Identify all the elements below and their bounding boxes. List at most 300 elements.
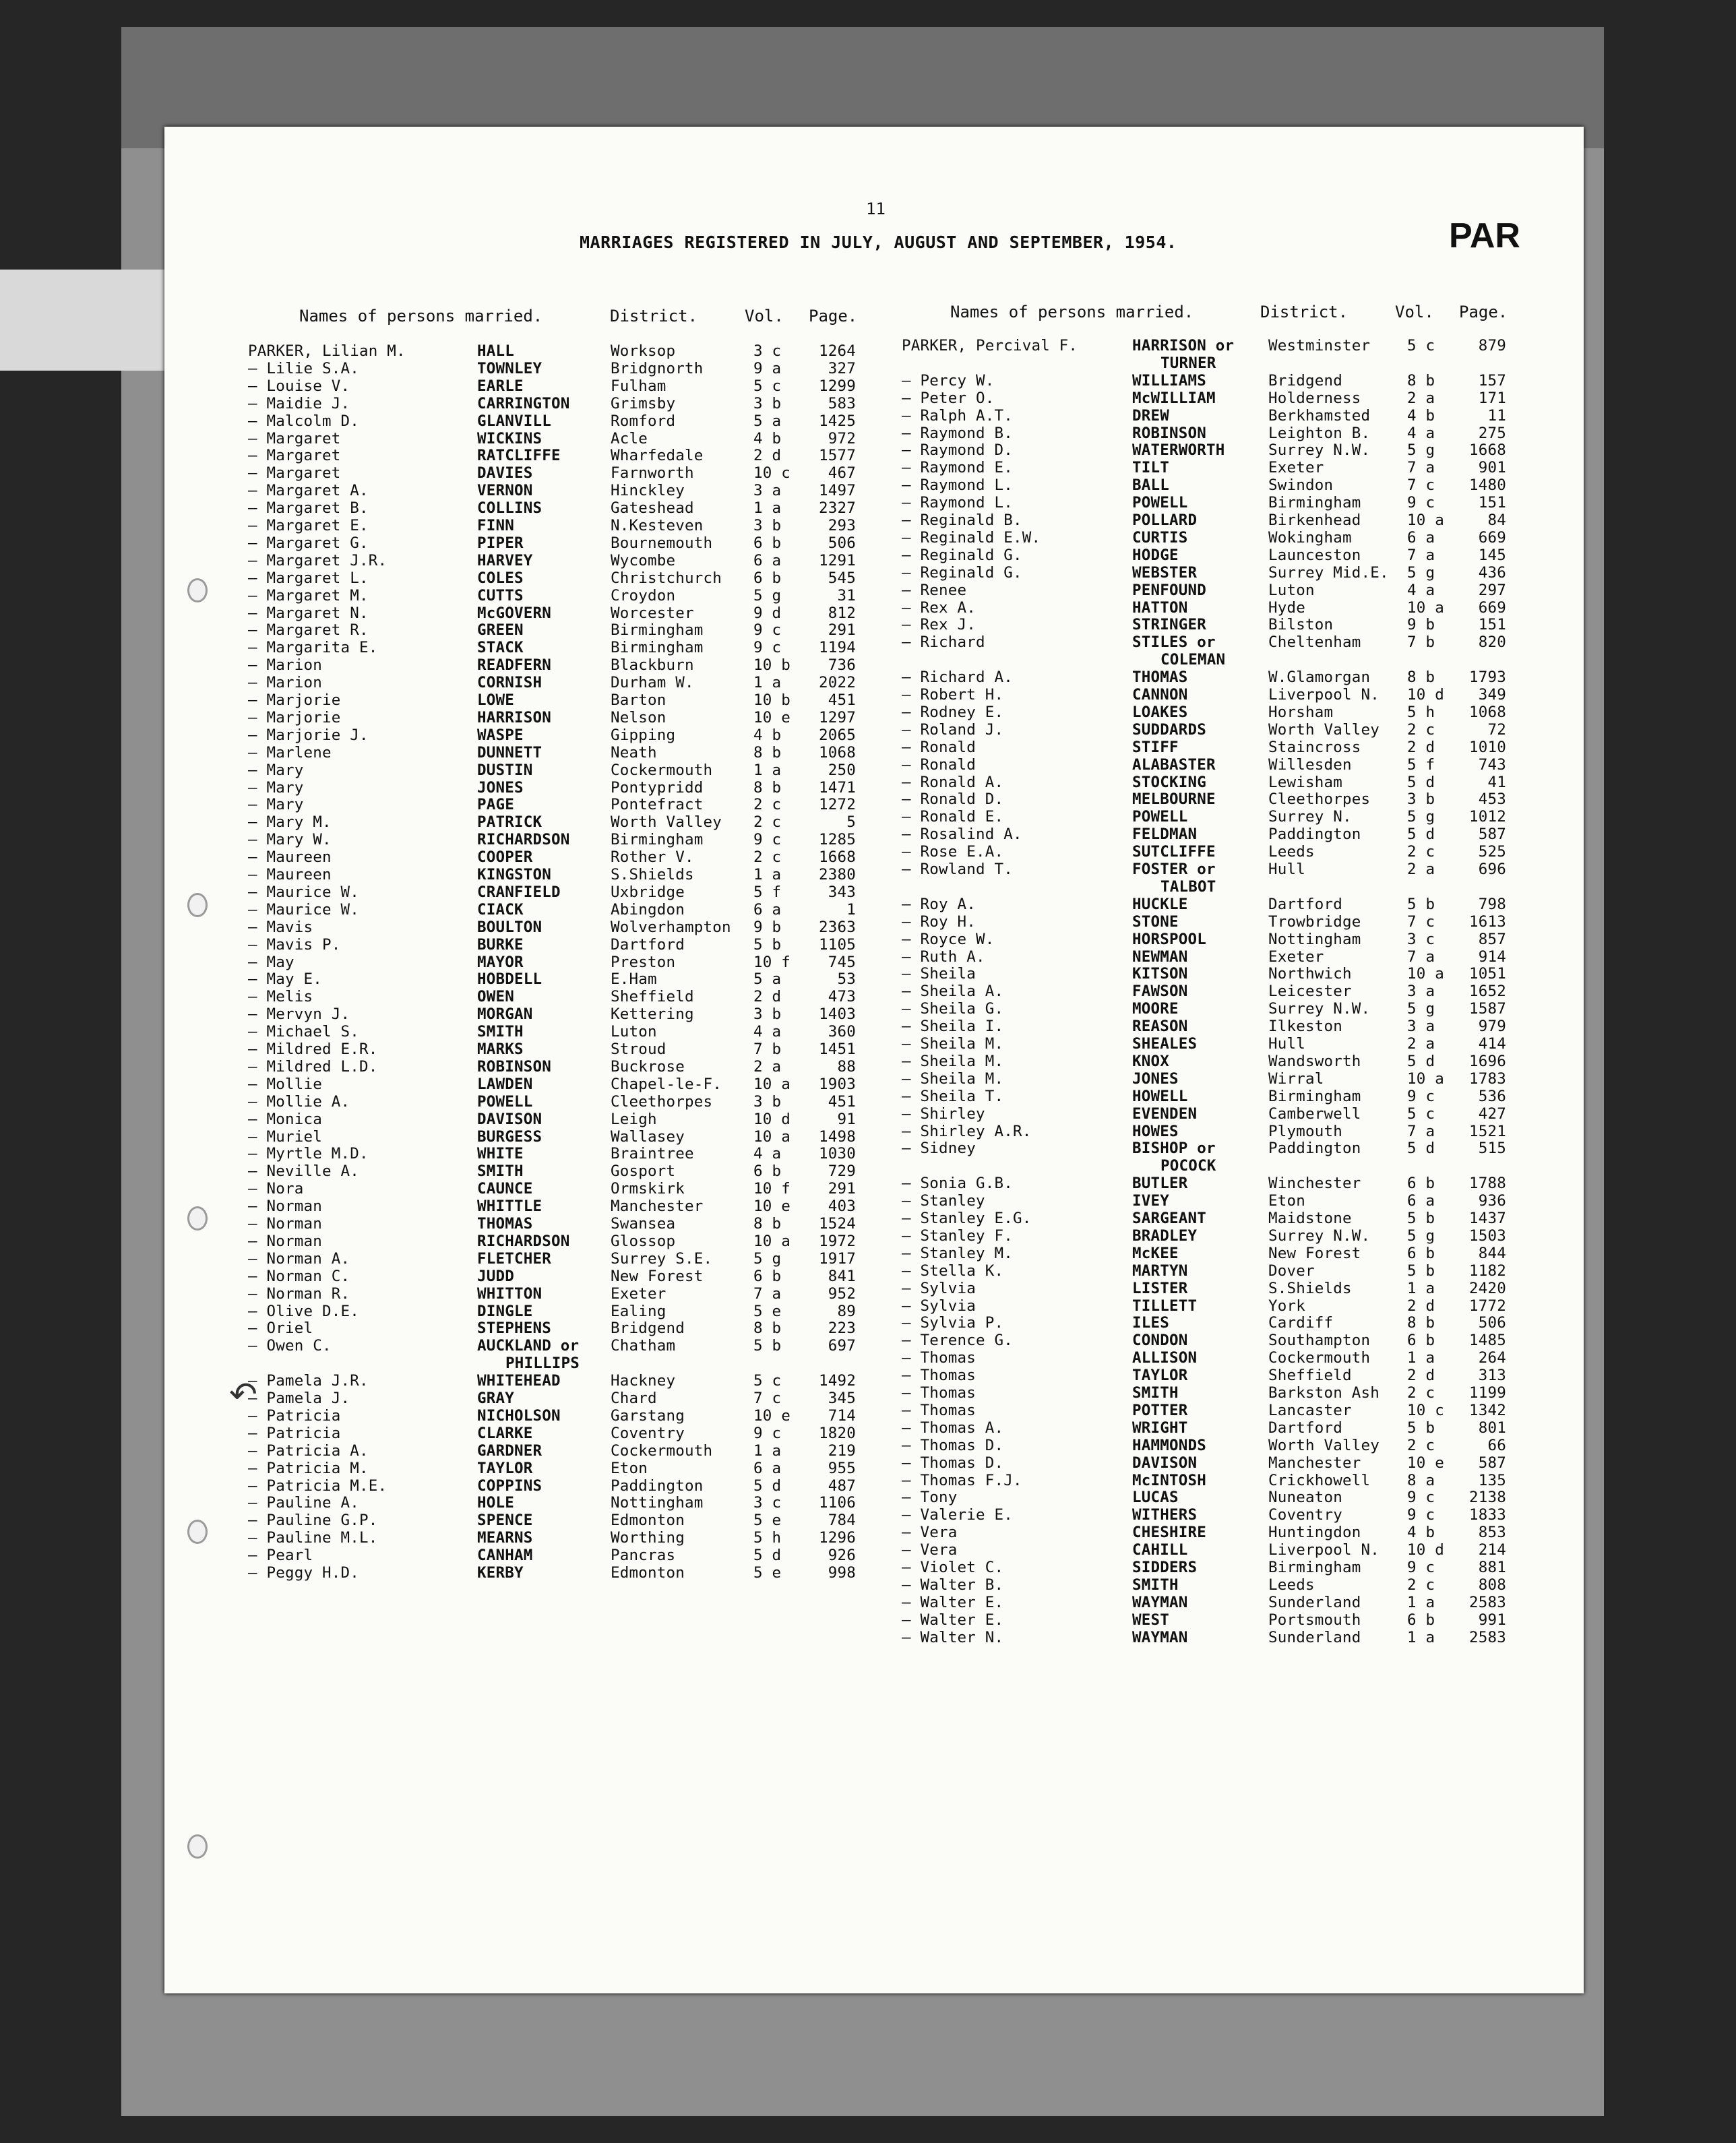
entry-name: — Sheila I. <box>902 1018 1004 1036</box>
entry-spouse: WEST <box>1132 1611 1169 1629</box>
entry-spouse: KINGSTON <box>477 866 551 883</box>
entry-spouse: LUCAS <box>1132 1489 1179 1507</box>
entry-name: — Raymond L. <box>902 494 1013 512</box>
entry-vol: 5 d <box>753 1477 782 1495</box>
entry-spouse: EVENDEN <box>1132 1105 1198 1123</box>
entry-page: 2583 <box>1469 1593 1506 1611</box>
entry-page: 972 <box>828 429 856 447</box>
entry-spouse: WATERWORTH <box>1132 441 1225 460</box>
entry-page: 1668 <box>819 848 856 867</box>
entry-district: Ealing <box>611 1302 666 1320</box>
entry-vol: 10 a <box>753 1075 790 1093</box>
entry-district: N.Kesteven <box>611 517 704 534</box>
entry-name: — Maurice W. <box>248 900 359 919</box>
entry-vol: 2 c <box>1407 1436 1435 1454</box>
entry-name: — Patricia <box>248 1406 341 1425</box>
entry-spouse: MORGAN <box>477 1005 533 1024</box>
entry-spouse: CONDON <box>1132 1332 1188 1350</box>
entry-vol: 5 g <box>1407 808 1435 826</box>
entry-spouse: CARRINGTON <box>477 394 570 412</box>
entry-district: Neath <box>611 743 657 762</box>
entry-name: — Thomas <box>902 1401 976 1419</box>
entry-page: 72 <box>1487 720 1506 739</box>
entry-name: — Ralph A.T. <box>902 406 1013 425</box>
entry-name: — Margaret <box>248 464 341 483</box>
entry-name: — Roy A. <box>902 895 976 913</box>
entry-page: 473 <box>828 988 856 1006</box>
entry-district: Crickhowell <box>1268 1471 1371 1489</box>
entry-name: — Raymond D. <box>902 441 1013 460</box>
entry-district: Sheffield <box>611 988 694 1006</box>
entry-district: Blackburn <box>611 656 694 675</box>
entry-name: — Marjorie <box>248 691 341 709</box>
entry-district: Wolverhampton <box>611 918 731 936</box>
entry-vol: 5 b <box>1407 1419 1435 1437</box>
entry-district: Edmonton <box>611 1564 685 1582</box>
entry-page: 1613 <box>1469 912 1506 931</box>
entry-page: 1051 <box>1469 965 1506 983</box>
entry-vol: 6 a <box>753 1459 782 1477</box>
entry-spouse: HALL <box>477 342 514 360</box>
entry-spouse: DUSTIN <box>477 761 533 779</box>
entry-page: 88 <box>837 1057 856 1076</box>
entry-spouse: FLETCHER <box>477 1249 551 1268</box>
entry-name: — Margarita E. <box>248 639 378 657</box>
entry-page: 291 <box>828 1180 856 1198</box>
entry-page: 349 <box>1478 686 1506 704</box>
entry-spouse: SPENCE <box>477 1512 533 1530</box>
entry-district: Surrey N.W. <box>1268 441 1371 460</box>
entry-name: — Mary M. <box>248 813 332 832</box>
entry-name: — Terence G. <box>902 1332 1013 1350</box>
entry-name: — Margaret <box>248 447 341 465</box>
entry-vol: 10 a <box>1407 511 1444 529</box>
entry-page: 1521 <box>1469 1122 1506 1140</box>
entry-page: 881 <box>1478 1559 1506 1576</box>
entry-name: — Walter N. <box>902 1628 1004 1646</box>
entry-spouse: WAYMAN <box>1132 1593 1188 1611</box>
entry-vol: 4 b <box>1407 406 1435 425</box>
entry-spouse: HATTON <box>1132 598 1188 617</box>
entry-name: — Maidie J. <box>248 394 350 412</box>
entry-spouse: GARDNER <box>477 1441 542 1460</box>
entry-district: Cockermouth <box>611 1441 713 1460</box>
entry-district: Nottingham <box>611 1494 704 1512</box>
entry-spouse: FAWSON <box>1132 983 1188 1001</box>
entry-district: Nottingham <box>1268 930 1361 948</box>
entry-page: 427 <box>1478 1105 1506 1123</box>
entry-page: 583 <box>828 394 856 412</box>
entry-spouse: POWELL <box>1132 808 1188 826</box>
entry-spouse: HOWES <box>1132 1122 1179 1140</box>
entry-spouse: SIDDERS <box>1132 1559 1198 1576</box>
entry-spouse: FINN <box>477 517 514 534</box>
entry-page: 1105 <box>819 935 856 954</box>
right-header-district: District. <box>1260 303 1348 321</box>
entry-page: 2380 <box>819 866 856 883</box>
entry-spouse: CURTIS <box>1132 528 1188 547</box>
entry-page: 1199 <box>1469 1384 1506 1402</box>
entry-spouse: POTTER <box>1132 1401 1188 1419</box>
entry-page: 1833 <box>1469 1506 1506 1524</box>
entry-page: 84 <box>1487 511 1506 529</box>
entry-name: — Norman <box>248 1198 322 1216</box>
entry-spouse-alternate: TURNER <box>1160 354 1216 372</box>
entry-vol: 7 a <box>1407 948 1435 966</box>
entry-district: Birmingham <box>611 621 704 640</box>
entry-vol: 7 a <box>1407 546 1435 564</box>
entry-vol: 7 b <box>753 1041 782 1058</box>
entry-district: Paddington <box>1268 1140 1361 1158</box>
entry-name: — Royce W. <box>902 930 995 948</box>
entry-page: 1272 <box>819 796 856 814</box>
entry-name: — Reginald G. <box>902 563 1022 582</box>
entry-page: 250 <box>828 761 856 779</box>
entry-vol: 5 e <box>753 1564 782 1582</box>
entry-vol: 9 b <box>1407 616 1435 634</box>
entry-page: 360 <box>828 1023 856 1041</box>
entry-vol: 4 a <box>1407 424 1435 442</box>
entry-spouse: MARKS <box>477 1041 524 1058</box>
entry-vol: 2 d <box>1407 1297 1435 1315</box>
entry-name: — Richard A. <box>902 669 1013 687</box>
entry-district: Surrey N.W. <box>1268 1226 1371 1245</box>
entry-spouse: BOULTON <box>477 918 542 936</box>
entry-vol: 9 c <box>1407 1506 1435 1524</box>
entry-page: 2420 <box>1469 1279 1506 1297</box>
entry-page: 291 <box>828 621 856 640</box>
entry-name: — Patricia A. <box>248 1441 369 1460</box>
entry-district: Wirral <box>1268 1069 1324 1088</box>
entry-name: — Marion <box>248 656 322 675</box>
entry-district: Launceston <box>1268 546 1361 564</box>
entry-district: Swindon <box>1268 476 1334 495</box>
entry-vol: 4 a <box>1407 581 1435 599</box>
entry-vol: 1 a <box>753 674 782 692</box>
entry-district: Dartford <box>1268 895 1342 913</box>
entry-page: 151 <box>1478 616 1506 634</box>
entry-spouse: LISTER <box>1132 1279 1188 1297</box>
entry-vol: 6 a <box>753 900 782 919</box>
entry-vol: 1 a <box>753 761 782 779</box>
page-heading: MARRIAGES REGISTERED IN JULY, AUGUST AND SEPTEMBER, 1954. <box>580 232 1177 252</box>
entry-district: Birkenhead <box>1268 511 1361 529</box>
entry-name: — Walter E. <box>902 1593 1004 1611</box>
entry-page: 451 <box>828 1092 856 1111</box>
entry-name: — Sheila G. <box>902 1000 1004 1018</box>
entry-name: — Shirley <box>902 1105 985 1123</box>
entry-page: 171 <box>1478 389 1506 407</box>
left-header-district: District. <box>610 307 698 325</box>
entry-spouse: SUDDARDS <box>1132 720 1206 739</box>
entry-district: Durham W. <box>611 674 694 692</box>
entry-page: 91 <box>837 1110 856 1128</box>
entry-spouse: STEPHENS <box>477 1319 551 1338</box>
entry-name: — Marjorie <box>248 708 341 726</box>
entry-spouse: WHITTON <box>477 1284 542 1303</box>
entry-vol: 3 b <box>753 1092 782 1111</box>
entry-district: Exeter <box>1268 459 1324 477</box>
entry-spouse: COLES <box>477 569 524 587</box>
entry-vol: 2 a <box>1407 389 1435 407</box>
entry-name: — Malcolm D. <box>248 412 359 430</box>
entry-name: — Melis <box>248 988 313 1006</box>
entry-district: Fulham <box>611 377 666 395</box>
entry-district: Edmonton <box>611 1512 685 1530</box>
entry-spouse-alternate: POCOCK <box>1160 1157 1216 1175</box>
entry-spouse: JUDD <box>477 1267 514 1285</box>
entry-spouse: IVEY <box>1132 1192 1169 1210</box>
entry-spouse: REASON <box>1132 1018 1188 1036</box>
entry-district: Southampton <box>1268 1332 1371 1350</box>
entry-district: Hull <box>1268 1035 1305 1053</box>
entry-vol: 9 c <box>1407 1559 1435 1576</box>
entry-district: Dartford <box>611 935 685 954</box>
entry-district: Ormskirk <box>611 1180 685 1198</box>
entry-name: — Margaret N. <box>248 604 369 622</box>
entry-name: — Valerie E. <box>902 1506 1013 1524</box>
entry-district: Wokingham <box>1268 528 1352 547</box>
entry-spouse: STOCKING <box>1132 773 1206 791</box>
entry-spouse: NICHOLSON <box>477 1406 561 1425</box>
entry-vol: 7 b <box>1407 633 1435 652</box>
punch-hole <box>187 893 208 917</box>
entry-spouse: COOPER <box>477 848 533 867</box>
handwritten-arrow-mark: ↶ <box>229 1375 257 1414</box>
entry-name: — Shirley A.R. <box>902 1122 1032 1140</box>
entry-vol: 4 b <box>753 726 782 744</box>
entry-vol: 5 b <box>753 1337 782 1355</box>
entry-page: 714 <box>828 1406 856 1425</box>
entry-spouse: GLANVILL <box>477 412 551 430</box>
entry-spouse: CAUNCE <box>477 1180 533 1198</box>
entry-vol: 9 c <box>753 639 782 657</box>
entry-vol: 2 a <box>1407 861 1435 878</box>
entry-spouse: WHITE <box>477 1145 524 1163</box>
entry-name: — Owen C. <box>248 1337 332 1355</box>
entry-district: Bridgnorth <box>611 359 704 377</box>
entry-page: 451 <box>828 691 856 709</box>
entry-spouse: STONE <box>1132 912 1179 931</box>
entry-page: 801 <box>1478 1419 1506 1437</box>
entry-spouse: READFERN <box>477 656 551 675</box>
entry-page: 1299 <box>819 377 856 395</box>
entry-spouse: PAGE <box>477 796 514 814</box>
entry-vol: 8 b <box>753 778 782 797</box>
entry-vol: 10 a <box>1407 1069 1444 1088</box>
entry-vol: 10 b <box>753 656 790 675</box>
entry-page: 1668 <box>1469 441 1506 460</box>
entry-name: — Walter E. <box>902 1611 1004 1629</box>
entry-page: 914 <box>1478 948 1506 966</box>
entry-vol: 6 b <box>753 569 782 587</box>
entry-district: Surrey N. <box>1268 808 1352 826</box>
entry-vol: 10 e <box>1407 1454 1444 1472</box>
entry-name: — Margaret B. <box>248 499 369 518</box>
entry-vol: 6 b <box>753 1267 782 1285</box>
entry-name: — Thomas D. <box>902 1454 1004 1472</box>
entry-spouse: ILES <box>1132 1314 1169 1332</box>
entry-name: — Rosalind A. <box>902 826 1022 844</box>
entry-name: — Maureen <box>248 866 332 883</box>
entry-page: 729 <box>828 1162 856 1181</box>
entry-district: Manchester <box>611 1198 704 1216</box>
entry-name: — Vera <box>902 1524 958 1542</box>
entry-name: — Reginald G. <box>902 546 1022 564</box>
entry-page: 313 <box>1478 1367 1506 1385</box>
entry-page: 1106 <box>819 1494 856 1512</box>
entry-district: Wycombe <box>611 551 676 569</box>
entry-page: 936 <box>1478 1192 1506 1210</box>
entry-page: 926 <box>828 1547 856 1565</box>
left-paper-tab <box>0 270 168 371</box>
entry-name: — Margaret A. <box>248 482 369 500</box>
entry-name: — Mavis <box>248 918 313 936</box>
entry-page: 1010 <box>1469 738 1506 756</box>
entry-name: — Renee <box>902 581 967 599</box>
entry-page: 515 <box>1478 1140 1506 1158</box>
entry-vol: 3 b <box>753 1005 782 1024</box>
entry-district: Surrey N.W. <box>1268 1000 1371 1018</box>
entry-spouse: COPPINS <box>477 1477 542 1495</box>
entry-name: — Roland J. <box>902 720 1004 739</box>
entry-name: — Mary W. <box>248 831 332 849</box>
entry-page: 345 <box>828 1390 856 1407</box>
entry-page: 151 <box>1478 494 1506 512</box>
entry-spouse: SMITH <box>477 1023 524 1041</box>
entry-district: Gateshead <box>611 499 694 518</box>
entry-spouse: WRIGHT <box>1132 1419 1188 1437</box>
entry-spouse: PENFOUND <box>1132 581 1206 599</box>
right-header-names: Names of persons married. <box>950 303 1194 321</box>
entry-name: — Robert H. <box>902 686 1004 704</box>
entry-district: Nuneaton <box>1268 1489 1342 1507</box>
entry-vol: 5 c <box>753 377 782 395</box>
entry-spouse: ALLISON <box>1132 1349 1198 1367</box>
entry-vol: 2 c <box>753 848 782 867</box>
entry-vol: 3 c <box>753 1494 782 1512</box>
entry-page: 1068 <box>819 743 856 762</box>
entry-district: New Forest <box>611 1267 704 1285</box>
entry-name: — Stanley F. <box>902 1226 1013 1245</box>
entry-page: 1296 <box>819 1529 856 1547</box>
punch-hole <box>187 1206 208 1231</box>
entry-vol: 7 c <box>1407 912 1435 931</box>
entry-district: Cheltenham <box>1268 633 1361 652</box>
entry-district: Huntingdon <box>1268 1524 1361 1542</box>
entry-district: Worksop <box>611 342 676 360</box>
entry-vol: 7 a <box>1407 1122 1435 1140</box>
entry-page: 1403 <box>819 1005 856 1024</box>
entry-name: — Ronald <box>902 755 976 774</box>
entry-district: Stroud <box>611 1041 666 1058</box>
entry-spouse: ALABASTER <box>1132 755 1216 774</box>
entry-name: — Tony <box>902 1489 958 1507</box>
entry-district: Sunderland <box>1268 1593 1361 1611</box>
entry-name: — Pamela J.R. <box>248 1372 369 1390</box>
entry-page: 41 <box>1487 773 1506 791</box>
entry-page: 545 <box>828 569 856 587</box>
entry-name: — Monica <box>248 1110 322 1128</box>
entry-page: 436 <box>1478 563 1506 582</box>
entry-spouse: WHITEHEAD <box>477 1372 561 1390</box>
entry-district: York <box>1268 1297 1305 1315</box>
entry-spouse: BISHOP or <box>1132 1140 1216 1158</box>
entry-spouse: MELBOURNE <box>1132 790 1216 809</box>
entry-page: 1 <box>846 900 856 919</box>
entry-spouse: DAVISON <box>1132 1454 1198 1472</box>
entry-district: New Forest <box>1268 1244 1361 1262</box>
entry-name: — Muriel <box>248 1127 322 1146</box>
entry-page: 506 <box>1478 1314 1506 1332</box>
entry-district: Leighton B. <box>1268 424 1371 442</box>
entry-name: — Pauline M.L. <box>248 1529 378 1547</box>
entry-district: S.Shields <box>611 866 694 883</box>
entry-page: 5 <box>846 813 856 832</box>
entry-spouse: DAVIES <box>477 464 533 483</box>
entry-name: — Margaret R. <box>248 621 369 640</box>
entry-page: 1498 <box>819 1127 856 1146</box>
entry-vol: 5 h <box>753 1529 782 1547</box>
entry-vol: 6 a <box>753 551 782 569</box>
entry-district: Croydon <box>611 586 676 604</box>
entry-page: 841 <box>828 1267 856 1285</box>
entry-name: — Ronald E. <box>902 808 1004 826</box>
entry-district: Barkston Ash <box>1268 1384 1380 1402</box>
entry-page: 1437 <box>1469 1210 1506 1227</box>
entry-name: — Pauline A. <box>248 1494 359 1512</box>
entry-page: 53 <box>837 970 856 989</box>
entry-vol: 7 a <box>1407 459 1435 477</box>
entry-page: 264 <box>1478 1349 1506 1367</box>
entry-page: 1783 <box>1469 1069 1506 1088</box>
entry-vol: 8 b <box>1407 669 1435 687</box>
entry-spouse: TILT <box>1132 459 1169 477</box>
entry-spouse: HARRISON or <box>1132 337 1235 354</box>
entry-district: Eton <box>611 1459 648 1477</box>
entry-name: — May E. <box>248 970 322 989</box>
entry-district: Luton <box>1268 581 1315 599</box>
entry-vol: 7 c <box>1407 476 1435 495</box>
entry-district: Buckrose <box>611 1057 685 1076</box>
entry-spouse: GREEN <box>477 621 524 640</box>
entry-name: — Margaret M. <box>248 586 369 604</box>
entry-district: Bilston <box>1268 616 1334 634</box>
entry-district: Worth Valley <box>1268 720 1380 739</box>
entry-name: — Louise V. <box>248 377 350 395</box>
entry-spouse: SARGEANT <box>1132 1210 1206 1227</box>
entry-district: Glossop <box>611 1232 676 1250</box>
entry-name: — Ronald <box>902 738 976 756</box>
entry-district: Lewisham <box>1268 773 1342 791</box>
entry-vol: 5 d <box>1407 773 1435 791</box>
entry-vol: 5 f <box>753 883 782 901</box>
entry-vol: 5 d <box>1407 1140 1435 1158</box>
entry-page: 991 <box>1478 1611 1506 1629</box>
entry-vol: 1 a <box>1407 1628 1435 1646</box>
entry-district: Worcester <box>611 604 694 622</box>
section-tab: PAR <box>1449 216 1520 255</box>
entry-page: 1285 <box>819 831 856 849</box>
entry-name: — Norman R. <box>248 1284 350 1303</box>
entry-page: 1972 <box>819 1232 856 1250</box>
entry-spouse: CIACK <box>477 900 524 919</box>
entry-district: Braintree <box>611 1145 694 1163</box>
entry-district: Nelson <box>611 708 666 726</box>
entry-vol: 9 c <box>753 1424 782 1442</box>
entry-vol: 10 b <box>753 691 790 709</box>
entry-vol: 9 d <box>753 604 782 622</box>
